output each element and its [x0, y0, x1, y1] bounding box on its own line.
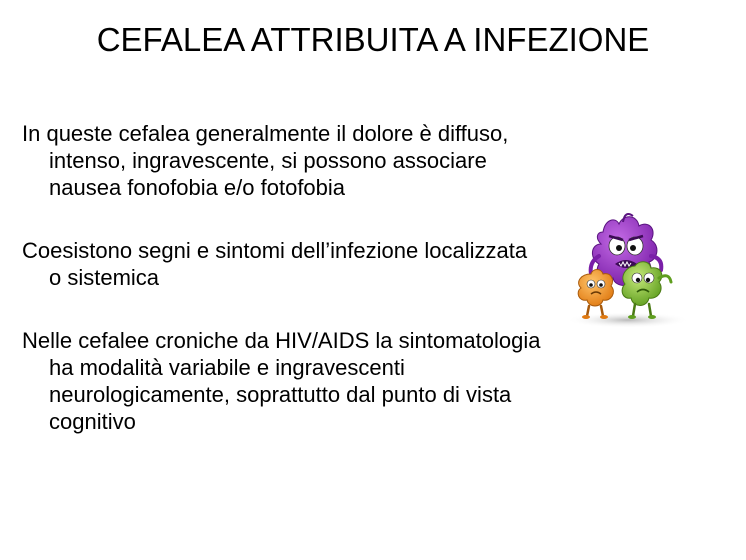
- bullet-text: Nelle cefalee croniche da HIV/AIDS la sintomatologia ha modalità variabile e ingravescenti neurologicamente, soprattutto dal punto di vista cognitivo: [22, 328, 541, 434]
- green-germ: [622, 262, 671, 319]
- slide-title: CEFALEA ATTRIBUITA A INFEZIONE: [96, 21, 650, 58]
- orange-germ: [578, 270, 613, 320]
- bullet-text: In queste cefalea generalmente il dolore è diffuso, intenso, ingravescente, si possono associare nausea fonofobia e/o fotofobia: [22, 121, 509, 200]
- bullet-item: [22, 237, 542, 291]
- germ-cartoon-icon: [553, 212, 696, 330]
- bullet-text: Coesistono segni e sintomi dell’infezione localizzata o sistemica: [22, 238, 528, 290]
- bullet-list: [22, 120, 542, 471]
- bullet-item: [22, 327, 542, 435]
- bullet-item: [22, 120, 542, 201]
